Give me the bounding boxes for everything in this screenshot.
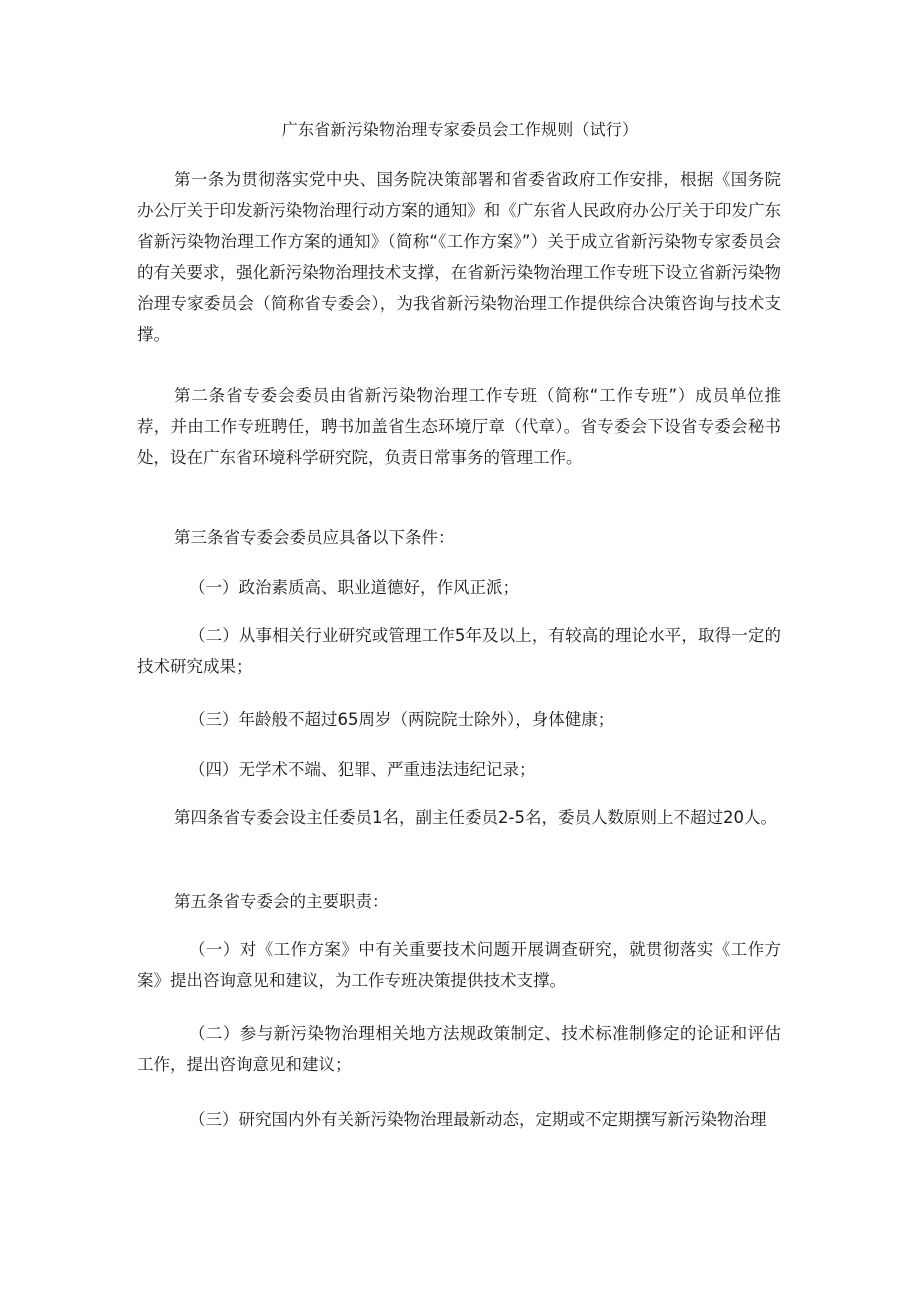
article-2-paragraph: 第二条省专委会委员由省新污染物治理工作专班（简称“工作专班”）成员单位推荐，并由工作专班聘任，聘书加盖省生态环境厅章（代章）。省专委会下设省专委会秘书处，设在广东省环境科学研究院，负责日常事务的管理工作。 [137, 386, 781, 467]
article-4-paragraph: 第四条省专委会设主任委员1名，副主任委员2-5名，委员人数原则上不超过20人。 [174, 808, 777, 827]
condition-1-item: （一）政治素质高、职业道德好，作风正派； [189, 578, 519, 597]
article-5-paragraph: 第五条省专委会的主要职责： [174, 892, 389, 911]
duty-2-item: （二）参与新污染物治理相关地方法规政策制定、技术标准制修定的论证和评估工作，提出咨询意见和建议； [137, 1024, 781, 1074]
article-3-paragraph: 第三条省专委会委员应具备以下条件： [174, 528, 455, 547]
document-title: 广东省新污染物治理专家委员会工作规则（试行） [281, 120, 639, 139]
condition-2-item: （二）从事相关行业研究或管理工作5年及以上，有较高的理论水平，取得一定的技术研究成果； [137, 626, 781, 676]
duty-3-item: （三）研究国内外有关新污染物治理最新动态，定期或不定期撰写新污染物治理 [189, 1110, 767, 1129]
article-1-paragraph: 第一条为贯彻落实党中央、国务院决策部署和省委省政府工作安排，根据《国务院办公厅关于印发新污染物治理行动方案的通知》和《广东省人民政府办公厅关于印发广东省新污染物治理工作方案的通知》（简称“《工作方案》”）关于成立省新污染物专家委员会的有关要求，强化新污染物治理技术支撑，在省新污染物治理工作专班下设立省新污染物治理专家委员会（简称省专委会），为我省新污染物治理工作提供综合决策咨询与技术支撑。 [137, 170, 781, 344]
condition-3-item: （三）年龄般不超过65周岁（两院院士除外），身体健康； [189, 710, 615, 729]
condition-4-item: （四）无学术不端、犯罪、严重违法违纪记录； [189, 760, 536, 779]
duty-1-item: （一）对《工作方案》中有关重要技术问题开展调查研究，就贯彻落实《工作方案》提出咨询意见和建议，为工作专班决策提供技术支撑。 [137, 940, 781, 990]
